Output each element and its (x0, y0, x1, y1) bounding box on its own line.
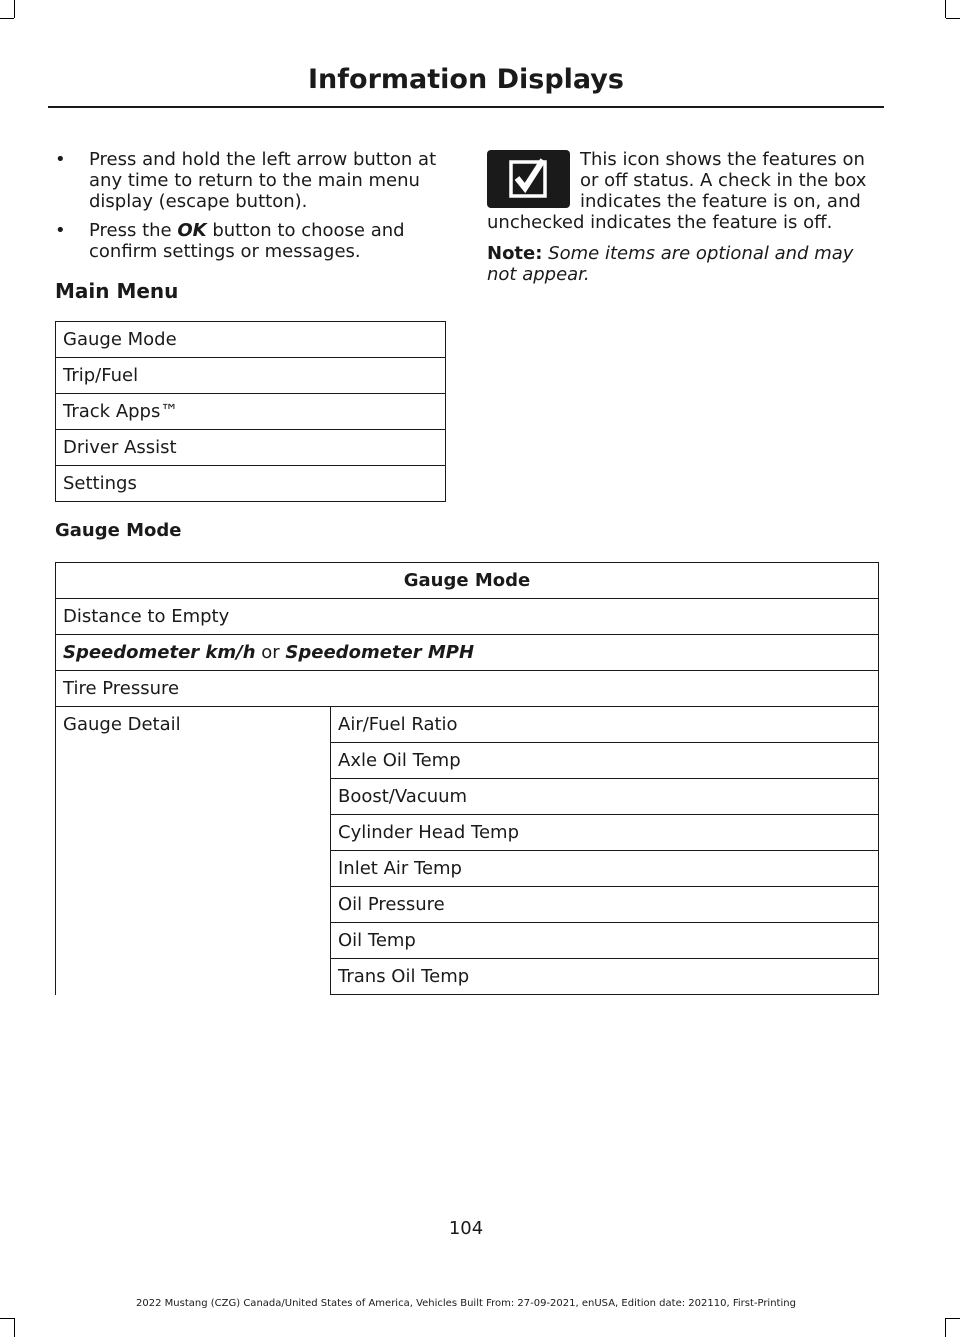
menu-item-trip-fuel: Trip/Fuel (56, 358, 446, 394)
page-header-title: Information Displays (308, 64, 624, 95)
bullet-item (55, 149, 447, 212)
table-cell: Tire Pressure (56, 671, 879, 707)
gauge-detail-item: Boost/Vacuum (331, 779, 879, 815)
crop-mark (946, 18, 960, 19)
gauge-detail-item: Cylinder Head Temp (331, 815, 879, 851)
gauge-detail-label: Gauge Detail (56, 707, 331, 995)
crop-mark (14, 1318, 15, 1337)
table-cell: Distance to Empty (56, 599, 879, 635)
main-menu-table (55, 321, 446, 502)
note-label: Note: (487, 243, 543, 264)
crop-mark (0, 18, 14, 19)
table-row (56, 671, 879, 707)
table-cell: Speedometer km/h or Speedometer MPH (56, 635, 879, 671)
gauge-detail-item: Air/Fuel Ratio (331, 707, 879, 743)
ok-button-ref: OK (177, 220, 207, 241)
table-header: Gauge Mode (56, 563, 879, 599)
menu-item-driver-assist: Driver Assist (56, 430, 446, 466)
bullet-text: Press and hold the left arrow button at any time to return to the main menu display (escape button). (89, 149, 437, 212)
menu-item-gauge-mode: Gauge Mode (56, 322, 446, 358)
table-row (56, 466, 446, 502)
crop-mark (946, 1318, 960, 1319)
gauge-detail-item: Axle Oil Temp (331, 743, 879, 779)
table-row (56, 358, 446, 394)
bullet-text: Press the OK button to choose and confirm settings or messages. (89, 220, 405, 262)
bullet-dot: • (55, 149, 66, 170)
table-row (56, 707, 879, 743)
crop-mark (945, 0, 946, 18)
note-text: Some items are optional and may not appear. (487, 243, 854, 285)
gauge-detail-item: Oil Pressure (331, 887, 879, 923)
gauge-detail-item: Trans Oil Temp (331, 959, 879, 995)
table-row (56, 599, 879, 635)
gauge-mode-table (55, 562, 879, 995)
gauge-detail-item: Oil Temp (331, 923, 879, 959)
gauge-detail-item: Inlet Air Temp (331, 851, 879, 887)
header-divider (48, 106, 884, 108)
bullet-dot: • (55, 220, 66, 241)
icon-description: This icon shows the features on or off status. A check in the box indicates the feature is on, and (580, 149, 867, 212)
crop-mark (945, 1318, 946, 1337)
table-row (56, 394, 446, 430)
page-number: 104 (448, 1218, 484, 1239)
table-row (56, 322, 446, 358)
table-header-row (56, 563, 879, 599)
menu-item-settings: Settings (56, 466, 446, 502)
icon-description-cont: unchecked indicates the feature is off. (487, 212, 833, 233)
table-row (56, 635, 879, 671)
menu-item-track-apps: Track Apps™ (56, 394, 446, 430)
crop-mark (14, 0, 15, 18)
checkbox-checked-icon (487, 150, 570, 208)
page-footer: 2022 Mustang (CZG) Canada/United States of America, Vehicles Built From: 27-09-2021, enUSA, Edition date: 202110, First-Printing (136, 1298, 796, 1309)
main-menu-heading: Main Menu (55, 279, 179, 303)
note (487, 243, 877, 285)
gauge-mode-heading: Gauge Mode (55, 520, 182, 541)
bullet-item (55, 220, 447, 262)
crop-mark (0, 1318, 14, 1319)
table-row (56, 430, 446, 466)
